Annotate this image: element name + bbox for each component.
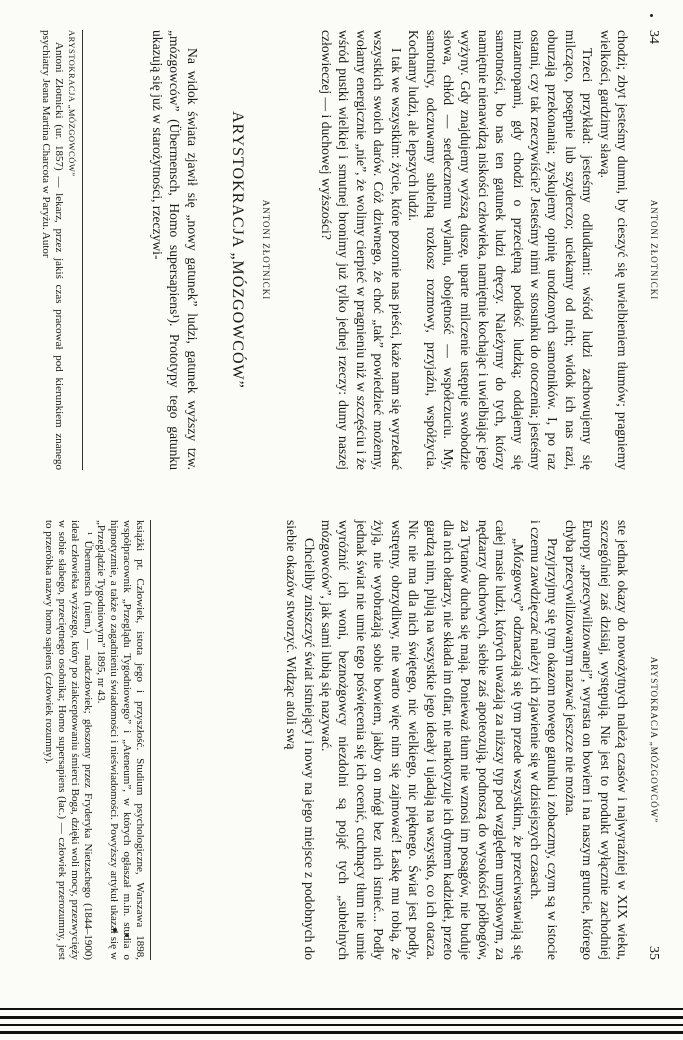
footnote-text: ¹ Übermensch (niem.) — nadczłowiek; głoszony przez Fryderyka Nietzschego (1844–1900) ideał człowieka wyższego, który po ziakceptowaniu śmierci Boga, dzięki woli mocy, przezwycięży w sobie słabego, przeciętnego osobnika; Homo supersapiens (łac.) — człowiek przerozumny, jest to przeróbka nazwy homo sapiens (człowiek rozumny). [43,520,94,960]
paragraph: ste jednak okazy do nowożytnych należą czasów i najwyraźniej w XIX wieku, szczególniej zaś dzisiaj, występują. Nie jest to produkt wyłącznie zachodniej Europy „przecywilizowanej”, wyrasta on bowiem i na naszym gruncie, którego chyba przecywilizowanym nazwać jeszcze nie można. [562,520,630,960]
page-number: 35 [646,946,661,960]
left-footnote [39,30,83,470]
footnote-label: ARYSTOKRACJA „MÓZGOWCÓW” [67,30,77,177]
right-body [283,520,631,960]
paragraph: chodzi; zbyt jesteśmy dumni, by cieszyć się uwielbieniem tłumów; pragniemy wielkości, gardzimy sławą. [597,30,630,470]
scan-edge-line [0,1031,683,1034]
footnote-text: Antoni Złotnicki (ur. 1857) — lekarz, przez jakiś czas pracował pod kierunkiem znanego psychiatry Jeana Martina Charcota w Paryżu. Autor [40,30,65,470]
page-number: 34 [646,30,661,44]
scan-edge-line [0,1024,683,1026]
paragraph: Przyjrzyjmy się tym okazom nowego gatunku i zobaczmy, czym są w istocie i czemu zawdzięczać należy ich zjawienie się w dzisiejszych czasach. [527,520,561,960]
running-head [643,520,661,960]
paragraph: Trzeci przykład: jesteśmy odludkami: wśród ludzi zachowujemy się milcząco, posępnie lub szyderczo; uciekamy od nich; widok ich nas razi, oburzają przekonania; zyskujemy opinię urodzonych samotników. I, po raz ostatni, czy tak rzeczywiście? Jesteśmy nimi w stosunku do otoczenia; jesteśmy mizantropami, gdy chodzi o przeciętną podłość ludzką; oddajemy się samotności, bo nas ten gatunek ludzi dręczy. Należymy do tych, którzy namiętnie nienawidzą niskości człowieka, namiętnie kochając i uwielbiając jego wyżyny. Gdy znajdujemy wyższą duszę, uparte milczenie ustępuje swobodzie słowa, chłód — serdecznemu wylaniu, obojętność — współczuciu. My, samotnicy, odczuwamy subtelną rozkosz rozmowy, przyjaźni, współżycia. Kochamy ludzi, ale lepszych ludzi. [406,30,596,470]
running-head-title: ANTONI ZŁOTNICKI [649,199,659,301]
paragraph: Na widok świata zjawił się „nowy gatunek” ludzi, gatunek wyższy tzw. „mózgowców” (Übermensch, Homo supersapiens¹). Prototypy tego gatunku ukazują się już w starożytności, rzeczywi- [150,30,200,470]
article-title: ARYSTOKRACJA „MÓZGOWCÓW” [229,111,247,389]
running-head [643,30,661,470]
left-body [149,30,631,470]
paragraph: Chcieliby zniszczyć świat istniejący i nowy na jego miejsce z podobnych do siebie okazów stworzyć. Widząc atoli swą [284,520,317,960]
right-page [23,520,683,960]
paragraph: „Mózgowcy” odznaczają się tym przede wszystkim, że przeciwstawiają się całej masie ludzi, których uważają za niższy typ pod względem umysłowym, za nędzarzy duchowych, siebie zaś apoteozują, podnoszą do wysokości półbogów, za Tytanów ducha się mają. Ponieważ tłum nie wznosi im posągów, nie buduje dla nich ołtarzy, nie składa im ofiar, nie narkotyzuje ich dymem kadzideł, przeto gardzą nim, plują na wszystkie jego ideały i ujadają na wszystko, co ich otacza. Nic nie ma dla nich świętego, nic wielkiego, nic pięknego. Świat jest podły, wstrętny, obrzydliwy, nie warto więc nim się zajmować! Łaskę mu robią, że żyją, nie wyobrażają sobie bowiem, jakby on mógł bez nich istnieć... Podły jednak świat nie umie tego poświęcenia się ich ocenić, cuchnący tłum nie umie wyróżnić ich woni, beznożgowcy niezdolni są pojąć tych „subtelnych mózgowców”, jak sami lubią się nazywać. [319,520,526,960]
running-head-title: ARYSTOKRACJA „MÓZGOWCÓW” [649,656,659,824]
right-footnotes [42,520,151,960]
scan-edge-line [0,1008,683,1010]
article-author: ANTONI ZŁOTNICKI [260,199,271,301]
paragraph: I tak we wszystkim: życie, które pozornie nas pieści, każe nam się wyrzekać wszystkich swoich darów. Cóż dziwnego, że choć „tak” powiedzieć możemy, wołamy energicznie „nie”, że wolimy cierpieć w pragnieniu niż w szczęściu i że wśród pustki wielkiej i smutnej bronimy już tylko jednej rzeczy: dumy naszej człowieczej — i duchowej wyższości? [319,30,404,470]
scan-edge-line [0,1016,683,1019]
left-page [23,30,683,470]
book-spread [23,0,683,1000]
footnote-text: książki pt. Człowiek, istota jego i przyszłość. Studium psychologiczne, Warszawa 1898, współpracownik „Przeglądu Tygodniowego” i „Ateneum”, w których ogłaszał m.in. studia o hipnotyzmie, a także o zagadnieniu świadomości i nieświadomości. Powyższy artykuł ukazał się w „Przeglądzie Tygodniowym” 1895, nr 43. [95,520,146,960]
